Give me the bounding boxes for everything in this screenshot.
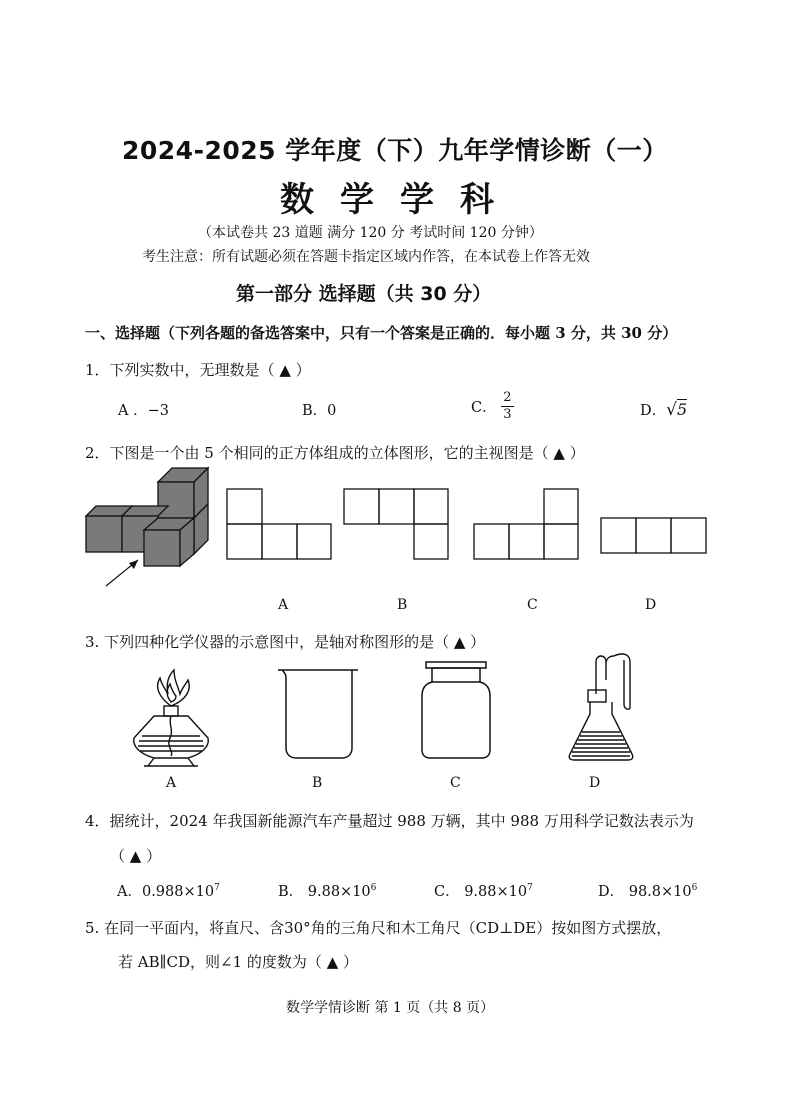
q4-option-c-base: C． 9.88×10 — [434, 884, 528, 900]
q4-option-d — [598, 880, 697, 901]
q4-answer-blank: （ ▲ ） — [110, 847, 162, 865]
q1-option-c-fraction — [501, 390, 513, 423]
beaker-icon — [276, 668, 360, 760]
q4-option-c — [434, 880, 533, 901]
q5-stem-line1: 5. 在同一平面内，将直尺、含30°角的三角尺和木工角尺（CD⊥DE）按如图方式摆放， — [85, 919, 672, 937]
q4-option-b-base: B． 9.88×10 — [278, 884, 371, 900]
q2-cube-solid — [80, 464, 220, 594]
q3-label-a: A — [166, 775, 177, 791]
sqrt-radicand: 5 — [676, 400, 688, 419]
q4-option-d-exponent: 6 — [691, 883, 698, 894]
q3-stem: 3. 下列四种化学仪器的示意图中，是轴对称图形的是（ ▲ ） — [85, 633, 486, 651]
part-title: 第一部分 选择题（共 30 分） — [236, 283, 492, 305]
fraction-denominator: 3 — [503, 407, 512, 422]
q2-option-d-figure — [600, 517, 708, 555]
q2-label-d: D — [645, 597, 657, 613]
page-footer: 数学学情诊断 第 1 页（共 8 页） — [286, 1000, 495, 1016]
q2-label-c: C — [527, 597, 538, 613]
q1-stem: 1．下列实数中，无理数是（ ▲ ） — [85, 361, 311, 379]
q2-option-b-figure — [343, 488, 449, 560]
q2-label-b: B — [397, 597, 408, 613]
q2-label-a: A — [278, 597, 289, 613]
q4-option-c-exponent: 7 — [527, 883, 533, 894]
subject-title: 数学学科 — [280, 180, 520, 220]
q4-option-a-exponent: 7 — [214, 883, 220, 894]
flask-icon — [566, 650, 638, 764]
q1-option-a: A ．−3 — [118, 403, 169, 419]
exam-notice: 考生注意：所有试题必须在答题卡指定区域内作答，在本试卷上作答无效 — [142, 249, 590, 265]
section-title: 一、选择题（下列各题的备选答案中，只有一个答案是正确的．每小题 3 分，共 30 分） — [85, 324, 678, 342]
q1-option-c-label: C． — [471, 400, 497, 416]
q4-stem: 4．据统计，2024 年我国新能源汽车产量超过 988 万辆，其中 988 万用科学记数法表示为 — [85, 812, 694, 830]
fraction-numerator: 2 — [503, 390, 512, 405]
q4-option-d-base: D． 98.8×10 — [598, 884, 692, 900]
q2-option-a-figure — [226, 488, 332, 560]
q4-option-a-base: A．0.988×10 — [117, 884, 215, 900]
q1-option-d-label: D． — [640, 403, 667, 419]
jar-icon — [420, 660, 492, 760]
q2-stem: 2．下图是一个由 5 个相同的正方体组成的立体图形，它的主视图是（ ▲ ） — [85, 444, 585, 462]
alcohol-lamp-icon — [124, 668, 218, 768]
q1-option-d — [640, 399, 687, 420]
exam-info: （本试卷共 23 道题 满分 120 分 考试时间 120 分钟） — [198, 225, 543, 241]
q2-option-c-figure — [473, 488, 579, 560]
sqrt-sign: √ — [666, 400, 677, 420]
q4-option-b — [278, 880, 376, 901]
q3-label-d: D — [589, 775, 601, 791]
q1-option-b: B．0 — [302, 403, 337, 419]
exam-title: 2024-2025 学年度（下）九年学情诊断（一） — [122, 136, 668, 165]
q4-option-b-exponent: 6 — [370, 883, 377, 894]
q3-label-b: B — [312, 775, 323, 791]
q4-option-a — [117, 880, 220, 901]
q3-label-c: C — [450, 775, 461, 791]
q1-option-c — [471, 390, 514, 423]
q5-stem-line2: 若 AB∥CD，则∠1 的度数为（ ▲ ） — [118, 953, 359, 971]
